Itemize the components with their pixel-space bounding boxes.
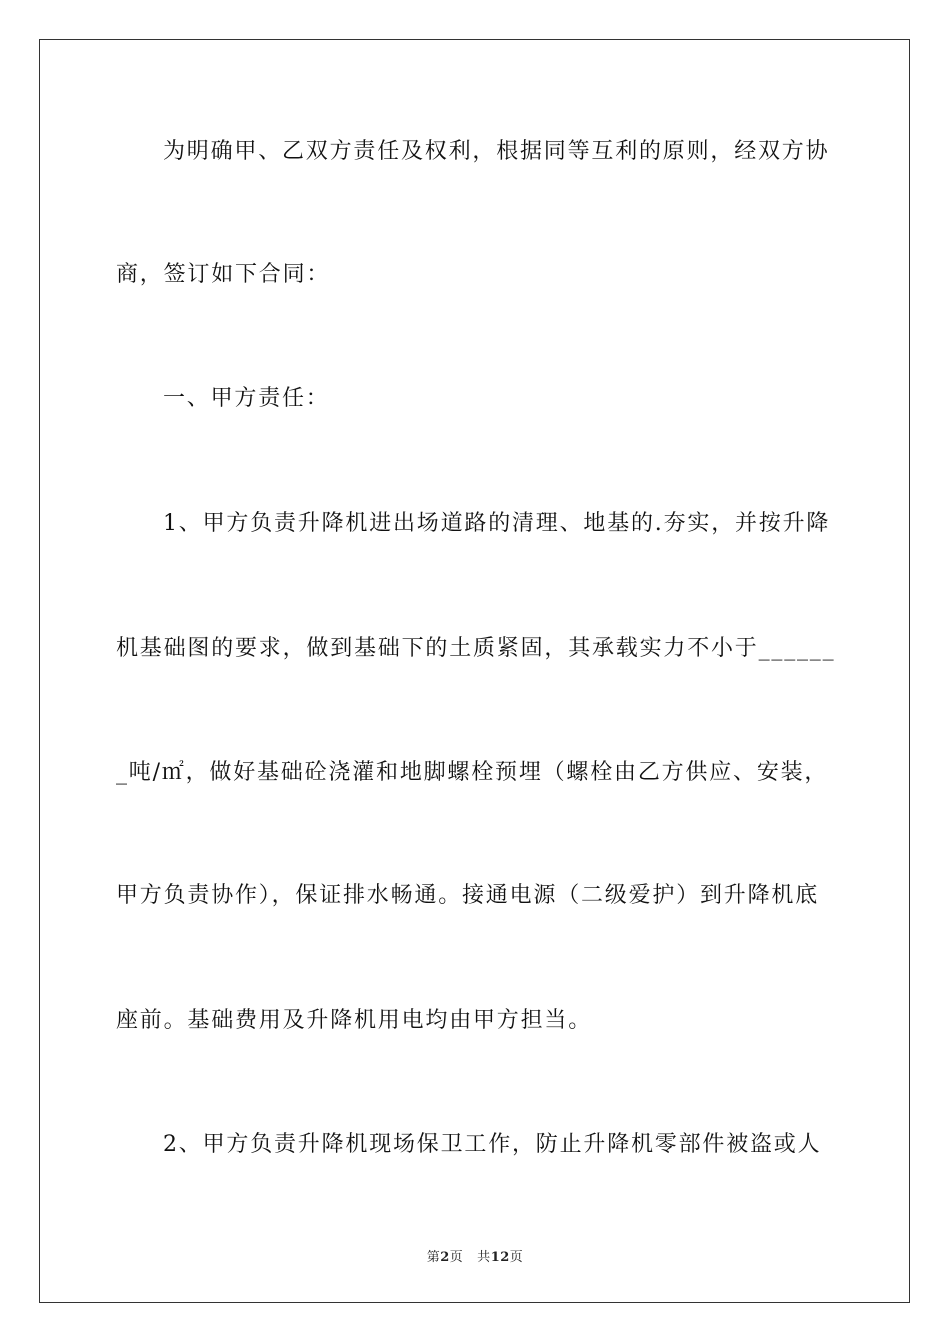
clause-2-line-1: 2、甲方负责升降机现场保卫工作，防止升降机零部件被盗或人 (163, 1132, 822, 1157)
clause-1-line-1: 1、甲方负责升降机进出场道路的清理、地基的.夯实，并按升降 (163, 511, 831, 536)
paragraph-line-1: 为明确甲、乙双方责任及权利，根据同等互利的原则，经双方协 (163, 139, 830, 164)
clause-1-line-5: 座前。基础费用及升降机用电均由甲方担当。 (116, 1008, 593, 1033)
footer-page-suffix: 页 (449, 1250, 464, 1265)
footer-page-prefix: 第 (426, 1250, 441, 1265)
paragraph-line-2: 商，签订如下合同： (116, 262, 331, 287)
clause-1-line-2: 机基础图的要求，做到基础下的土质紧固，其承载实力不小于______ (116, 636, 836, 661)
page-border (39, 39, 910, 1303)
footer-total-pages: 12 (490, 1250, 510, 1265)
clause-1-line-4: 甲方负责协作），保证排水畅通。接通电源（二级爱护）到升降机底 (116, 883, 820, 908)
footer-page-number: 2 (440, 1250, 450, 1265)
page-footer (0, 1246, 950, 1265)
footer-total-prefix: 共 (477, 1250, 491, 1265)
footer-total-suffix: 页 (509, 1250, 524, 1265)
clause-1-line-3: _吨/㎡，做好基础砼浇灌和地脚螺栓预埋（螺栓由乙方供应、安装， (116, 760, 829, 785)
section-heading-party-a: 一、甲方责任： (163, 386, 330, 411)
